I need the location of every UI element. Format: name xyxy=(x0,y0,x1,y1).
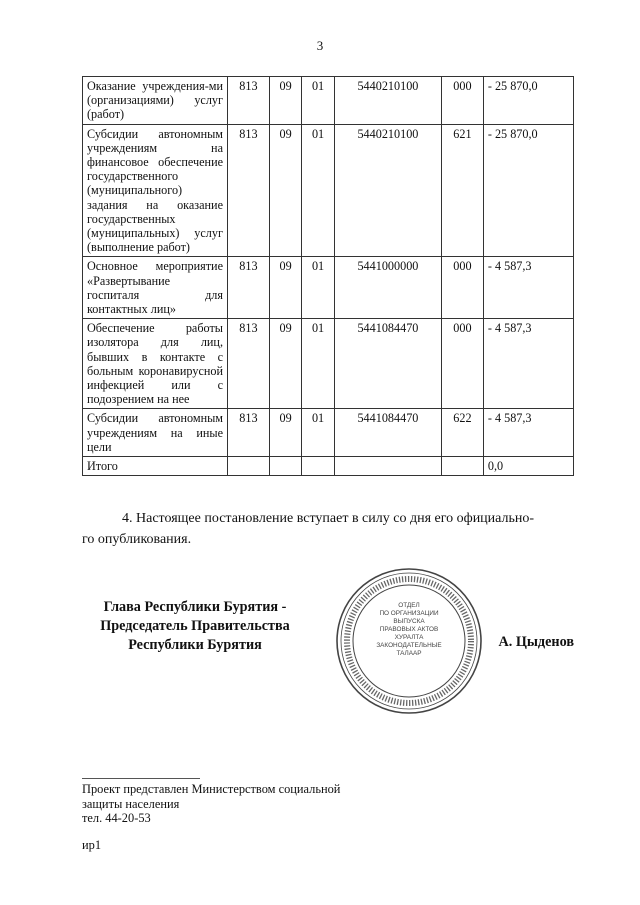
ved-code-cell: 813 xyxy=(228,409,270,457)
subsection-cell: 01 xyxy=(302,257,334,319)
signatory-name: А. Цыденов xyxy=(498,634,574,650)
expense-type-cell: 621 xyxy=(442,124,484,257)
section-cell xyxy=(269,457,301,476)
amount-cell: - 25 870,0 xyxy=(483,77,573,125)
footnote-divider xyxy=(82,778,200,779)
amount-cell: - 4 587,3 xyxy=(483,409,573,457)
seal-text: ЗАКОНОДАТЕЛЬНЫЕ xyxy=(376,642,442,649)
row-name-cell: Основное мероприятие «Развертывание госпиталя для контактных лиц» xyxy=(83,257,228,319)
table-row xyxy=(83,319,574,409)
expense-type-cell xyxy=(442,457,484,476)
expense-type-cell: 000 xyxy=(442,77,484,125)
seal-text: ХУРАЛТА xyxy=(394,634,424,641)
table-row xyxy=(83,257,574,319)
clause-line: го опубликования. xyxy=(82,532,192,547)
amount-cell: - 4 587,3 xyxy=(483,319,573,409)
section-cell: 09 xyxy=(269,124,301,257)
expense-type-cell: 000 xyxy=(442,257,484,319)
document-code: ир1 xyxy=(82,838,102,852)
footnote-line: защиты населения xyxy=(82,796,180,811)
target-article-cell: 5440210100 xyxy=(334,124,441,257)
row-name-cell: Оказание учреждения-ми (организациями) услуг (работ) xyxy=(83,77,228,125)
seal-text: ВЫПУСКА xyxy=(393,618,425,625)
ved-code-cell: 813 xyxy=(228,77,270,125)
clause-4 xyxy=(82,508,574,550)
subsection-cell: 01 xyxy=(302,124,334,257)
official-seal xyxy=(334,566,484,716)
clause-line: 4. Настоящее постановление вступает в силу со дня его официально- xyxy=(122,511,535,526)
table-row xyxy=(83,77,574,125)
subsection-cell: 01 xyxy=(302,77,334,125)
amount-cell: - 25 870,0 xyxy=(483,124,573,257)
signatory-title xyxy=(72,598,318,655)
table-row xyxy=(83,409,574,457)
subsection-cell: 01 xyxy=(302,409,334,457)
seal-text: ПРАВОВЫХ АКТОВ xyxy=(379,626,439,633)
section-cell: 09 xyxy=(269,319,301,409)
expense-type-cell: 622 xyxy=(442,409,484,457)
budget-table-body xyxy=(83,77,574,476)
seal-text: ТАЛААР xyxy=(396,650,422,657)
amount-cell: - 4 587,3 xyxy=(483,257,573,319)
ved-code-cell: 813 xyxy=(228,124,270,257)
subsection-cell xyxy=(302,457,334,476)
seal-text: ОТДЕЛ xyxy=(398,602,420,609)
amount-cell: 0,0 xyxy=(483,457,573,476)
ved-code-cell xyxy=(228,457,270,476)
table-row xyxy=(83,124,574,257)
target-article-cell xyxy=(334,457,441,476)
section-cell: 09 xyxy=(269,257,301,319)
signatory-title-line: Председатель Правительства xyxy=(100,618,290,634)
subsection-cell: 01 xyxy=(302,319,334,409)
footnote-line: Проект представлен Министерством социальной xyxy=(82,782,341,796)
seal-text: ПО ОРГАНИЗАЦИИ xyxy=(379,610,439,617)
page-number: 3 xyxy=(316,38,324,53)
signatory-title-line: Глава Республики Бурятия - xyxy=(103,599,287,615)
row-name-cell: Обеспечение работы изолятора для лиц, бывших в контакте с больным коронавирусной инфекцией или с подозрением на нее xyxy=(83,319,228,409)
target-article-cell: 5441000000 xyxy=(334,257,441,319)
target-article-cell: 5441084470 xyxy=(334,319,441,409)
row-name-cell: Итого xyxy=(83,457,228,476)
ved-code-cell: 813 xyxy=(228,319,270,409)
budget-table xyxy=(82,76,574,476)
table-row xyxy=(83,457,574,476)
section-cell: 09 xyxy=(269,77,301,125)
row-name-cell: Субсидии автономным учреждениям на финансовое обеспечение государственного (муниципального) задания на оказание государственных (муниципальных) услуг (выполнение работ) xyxy=(83,124,228,257)
signatory-title-line: Республики Бурятия xyxy=(128,637,262,653)
section-cell: 09 xyxy=(269,409,301,457)
target-article-cell: 5441084470 xyxy=(334,409,441,457)
ved-code-cell: 813 xyxy=(228,257,270,319)
row-name-cell: Субсидии автономным учреждениям на иные цели xyxy=(83,409,228,457)
footnote xyxy=(82,782,340,826)
expense-type-cell: 000 xyxy=(442,319,484,409)
footnote-phone: тел. 44-20-53 xyxy=(82,811,151,825)
target-article-cell: 5440210100 xyxy=(334,77,441,125)
